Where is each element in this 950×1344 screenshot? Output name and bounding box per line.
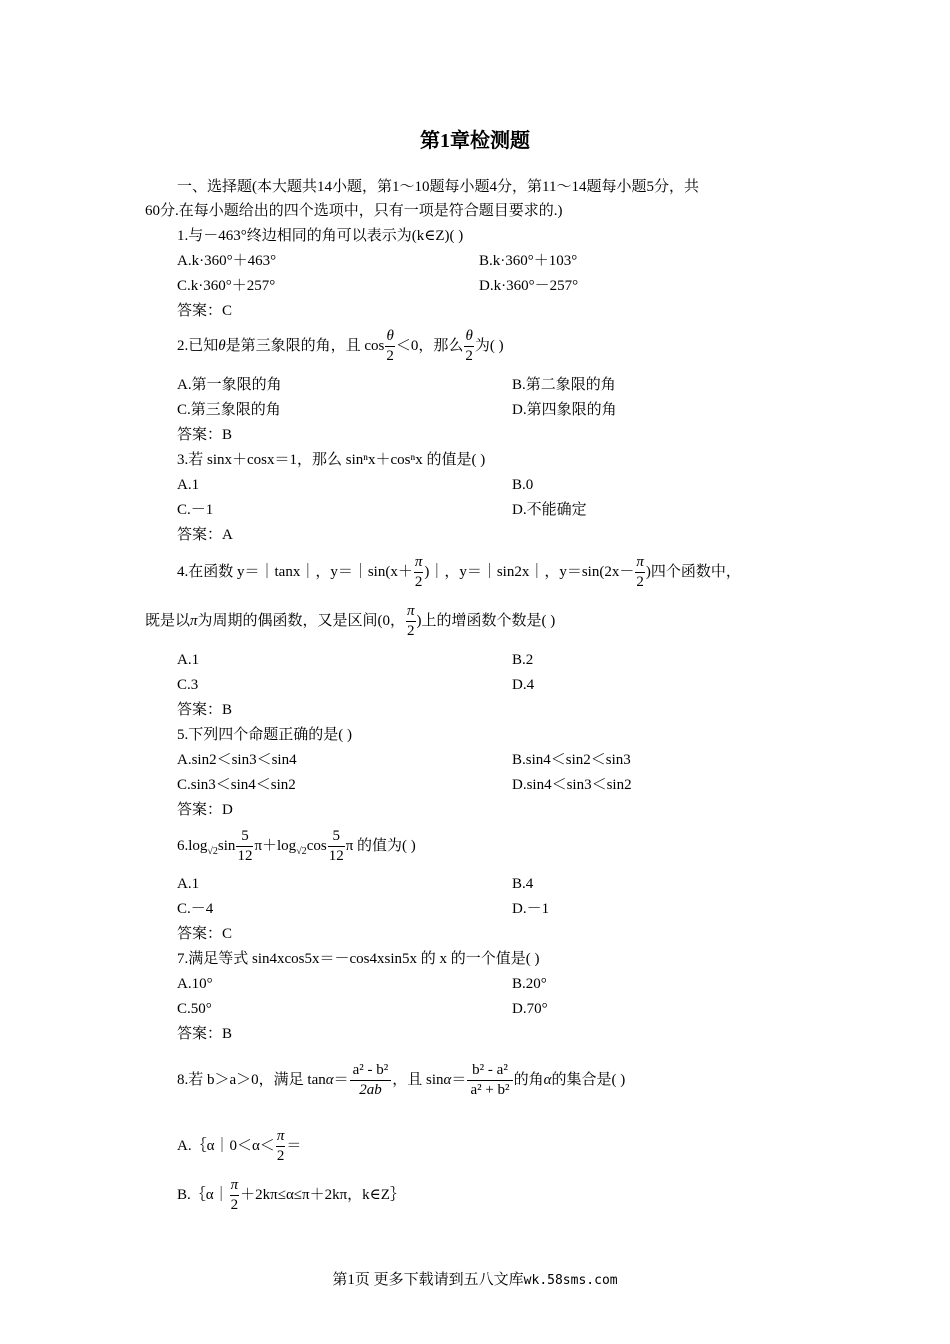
alpha-symbol: α [443, 1072, 452, 1088]
q4-stem-line-1 [177, 552, 741, 592]
q4-text-5: 为周期的偶函数，又是区间(0， [197, 613, 406, 629]
pi-over-2-fraction: $\frac{\pi}{2}$ [636, 554, 644, 591]
log-base-sqrt2: √2 [296, 846, 307, 857]
q6-option-c: C.－4 [177, 901, 214, 917]
q6-option-b: B.4 [512, 876, 534, 892]
q6-option-d: D.－1 [512, 901, 550, 917]
q1-answer: 答案：C [177, 303, 233, 319]
five-twelfths-fraction: $\frac{5}{12}$ [328, 828, 344, 865]
q3-option-c: C.－1 [177, 502, 214, 518]
q4-option-b: B.2 [512, 652, 534, 668]
q4-option-a: A.1 [177, 652, 200, 668]
page-footer [0, 1268, 950, 1289]
q8-text-2: ，且 sin [392, 1072, 444, 1088]
q6-stem [177, 826, 416, 872]
pi-over-2-fraction: $\frac{\pi}{2}$ [407, 603, 415, 640]
q8-option-b-text: B.｛α｜ [177, 1187, 229, 1203]
q4-text-1: 4.在函数 y＝｜tanx｜，y＝｜sin(x＋ [177, 564, 413, 580]
theta-symbol: θ [218, 338, 226, 354]
q4-text-4: 既是以 [145, 613, 191, 629]
q4-text-2: )｜，y＝｜sin2x｜，y＝sin(2x－ [424, 564, 635, 580]
q1-option-c: C.k·360°＋257° [177, 278, 276, 294]
q2-stem [177, 326, 504, 366]
q1-stem: 1.与－463°终边相同的角可以表示为(k∈Z)( ) [177, 228, 464, 244]
page-title: 第1章检测题 [420, 130, 530, 152]
q8-option-b [177, 1175, 405, 1215]
q4-option-c: C.3 [177, 677, 199, 693]
q6-text-1: 6.log [177, 838, 208, 854]
q1-option-b: B.k·360°＋103° [479, 253, 578, 269]
alpha-symbol: α [543, 1072, 552, 1088]
q6-answer: 答案：C [177, 926, 233, 942]
q5-answer: 答案：D [177, 802, 233, 818]
equals-sign: ＝ [451, 1072, 467, 1088]
q2-text-1: 2.已知 [177, 338, 219, 354]
tan-fraction: $\frac{\text{a² - b²}}{2ab}$ [350, 1061, 392, 1100]
q2-option-d: D.第四象限的角 [512, 402, 617, 418]
q6-text-3: π＋log [254, 838, 297, 854]
q8-option-b-tail: ＋2kπ≤α≤π＋2kπ，k∈Z｝ [240, 1187, 405, 1203]
q2-option-c: C.第三象限的角 [177, 402, 281, 418]
q7-option-b: B.20° [512, 976, 547, 992]
q5-option-d: D.sin4＜sin3＜sin2 [512, 777, 632, 793]
q6-option-a: A.1 [177, 876, 200, 892]
q7-stem: 7.满足等式 sin4xcos5x＝－cos4xsin5x 的 x 的一个值是( ) [177, 951, 540, 967]
q4-option-d: D.4 [512, 677, 535, 693]
pi-over-2-fraction: $\frac{\pi}{2}$ [230, 1177, 239, 1214]
q3-option-a: A.1 [177, 477, 200, 493]
q8-text-4: 的集合是( ) [551, 1072, 626, 1088]
q8-option-a-text: A.｛α｜0＜α＜ [177, 1138, 275, 1154]
q5-option-c: C.sin3＜sin4＜sin2 [177, 777, 296, 793]
pi-symbol: π [190, 613, 198, 629]
intro-line-2: 60分.在每小题给出的四个选项中，只有一项是符合题目要求的.) [145, 203, 563, 219]
q2-answer: 答案：B [177, 427, 233, 443]
q8-text-3: 的角 [513, 1072, 544, 1088]
log-base-sqrt2: √2 [207, 846, 218, 857]
q2-text-4: 为( ) [474, 338, 504, 354]
q5-stem: 5.下列四个命题正确的是( ) [177, 727, 352, 743]
intro-line-1: 一、选择题(本大题共14小题，第1～10题每小题4分，第11～14题每小题5分，共 [177, 179, 699, 195]
q7-option-d: D.70° [512, 1001, 548, 1017]
q4-text-6: )上的增函数个数是( ) [416, 613, 556, 629]
q3-stem: 3.若 sinx＋cosx＝1，那么 sinⁿx＋cosⁿx 的值是( ) [177, 452, 486, 468]
q3-answer: 答案：A [177, 527, 233, 543]
theta-over-2-fraction: $\frac{\theta}{2}$ [465, 328, 473, 365]
q7-answer: 答案：B [177, 1026, 233, 1042]
q8-text-1: 8.若 b＞a＞0，满足 tan [177, 1072, 326, 1088]
q2-text-3: ＜0，那么 [395, 338, 464, 354]
q4-stem-line-2 [145, 601, 555, 641]
q3-option-b: B.0 [512, 477, 534, 493]
equals-sign: ＝ [333, 1072, 349, 1088]
pi-over-2-fraction: $\frac{\pi}{2}$ [276, 1128, 285, 1165]
q4-answer: 答案：B [177, 702, 233, 718]
q3-option-d: D.不能确定 [512, 502, 587, 518]
q5-option-a: A.sin2＜sin3＜sin4 [177, 752, 297, 768]
pi-over-2-fraction: $\frac{\pi}{2}$ [414, 554, 423, 591]
q4-text-3: )四个函数中， [645, 564, 741, 580]
q8-stem [177, 1058, 625, 1102]
q2-option-b: B.第二象限的角 [512, 377, 616, 393]
q1-option-d: D.k·360°－257° [479, 278, 579, 294]
q2-text-2: 是第三象限的角，且 cos [225, 338, 385, 354]
q2-option-a: A.第一象限的角 [177, 377, 282, 393]
q8-option-a-tail: ＝ [286, 1138, 302, 1154]
alpha-symbol: α [325, 1072, 334, 1088]
footer-url[interactable]: wk.58sms.com [523, 1273, 618, 1288]
five-twelfths-fraction: $\frac{5}{12}$ [237, 828, 253, 865]
theta-over-2-fraction: $\frac{\theta}{2}$ [386, 328, 394, 365]
q6-text-5: π 的值为( ) [345, 838, 416, 854]
q7-option-c: C.50° [177, 1001, 212, 1017]
sin-fraction: $\frac{\text{b² - a²}}{\text{a² + b²}}$ [467, 1061, 512, 1100]
q6-text-2: sin [217, 838, 236, 854]
q1-option-a: A.k·360°＋463° [177, 253, 277, 269]
q5-option-b: B.sin4＜sin2＜sin3 [512, 752, 631, 768]
q8-option-a [177, 1126, 301, 1166]
footer-text: 第1页 更多下载请到五八文库 [332, 1272, 524, 1288]
q6-text-4: cos [306, 838, 327, 854]
q7-option-a: A.10° [177, 976, 213, 992]
